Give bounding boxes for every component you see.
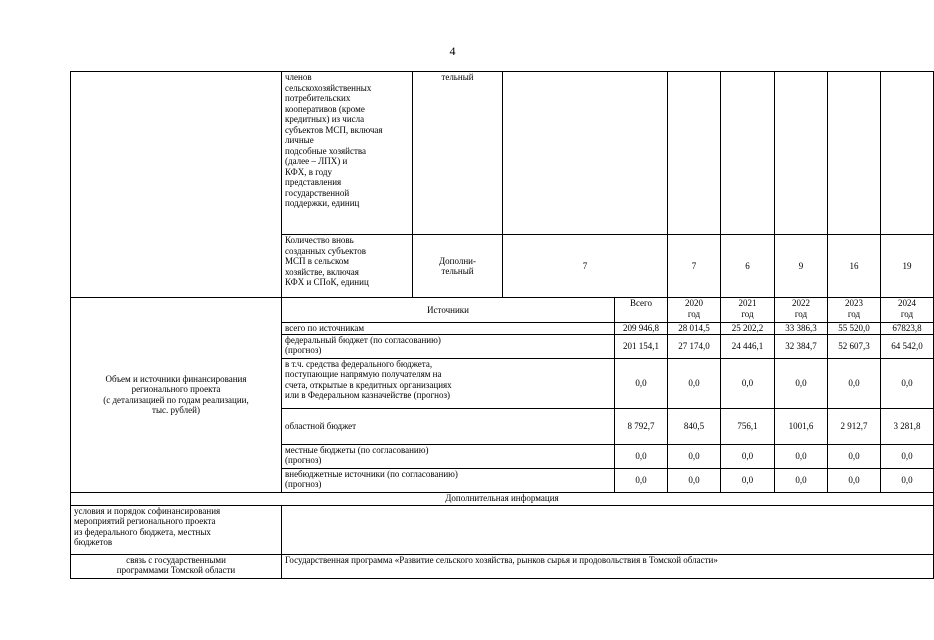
year-2022-header: 2022 год <box>775 298 828 323</box>
finance-value: 0,0 <box>721 444 775 468</box>
additional-info-header-row <box>71 492 934 505</box>
finance-value: 0,0 <box>668 468 721 492</box>
indicator-2-text: Количество вновь созданных субъектов МСП в сельском хозяйстве, включая КФХ и СПоК, единиц <box>282 235 413 298</box>
year-2023-header: 2023 год <box>828 298 881 323</box>
finance-value: 0,0 <box>668 358 721 408</box>
finance-value: 0,0 <box>615 444 668 468</box>
finance-label: Объем и источники финансирования регионального проекта (с детализацией по годам реализации, тыс. рублей) <box>71 298 282 493</box>
finance-value: 52 607,3 <box>828 334 881 358</box>
indicator-2-base: 7 <box>503 235 668 298</box>
finance-value: 0,0 <box>828 358 881 408</box>
empty-label-cell <box>71 72 282 298</box>
finance-value: 0,0 <box>615 468 668 492</box>
finance-value: 25 202,2 <box>721 323 775 335</box>
finance-value: 840,5 <box>668 408 721 444</box>
cofinancing-row <box>71 505 934 554</box>
finance-value: 1001,6 <box>775 408 828 444</box>
finance-value: 0,0 <box>775 444 828 468</box>
indicator-2-2023: 16 <box>828 235 881 298</box>
finance-source-name: в т.ч. средства федерального бюджета, поступающие напрямую получателям на счета, открытые в кредитных организациях или в Федеральном казначействе (прогноз) <box>282 358 615 408</box>
finance-value: 209 946,8 <box>615 323 668 335</box>
finance-value: 0,0 <box>828 444 881 468</box>
program-link-row <box>71 554 934 578</box>
finance-value: 24 446,1 <box>721 334 775 358</box>
finance-value: 33 386,3 <box>775 323 828 335</box>
finance-value: 3 281,8 <box>881 408 934 444</box>
year-2021-header: 2021 год <box>721 298 775 323</box>
finance-value: 2 912,7 <box>828 408 881 444</box>
indicator-2-type: Дополни- тельный <box>413 235 503 298</box>
finance-value: 64 542,0 <box>881 334 934 358</box>
finance-value: 0,0 <box>881 468 934 492</box>
project-passport-table <box>70 71 934 579</box>
program-link-label: связь с государственными программами Томской области <box>71 554 282 578</box>
indicator-1-text: членов сельскохозяйственных потребительских кооперативов (кроме кредитных) из числа субъектов МСП, включая личные подсобные хозяйства (далее – ЛПХ) и КФХ, в году представления государственной поддержки, единиц <box>282 72 413 235</box>
finance-value: 0,0 <box>721 358 775 408</box>
finance-value: 756,1 <box>721 408 775 444</box>
page-number: 4 <box>449 44 456 58</box>
finance-value: 0,0 <box>881 358 934 408</box>
sources-header: Источники <box>282 298 615 323</box>
indicator-2-2020: 7 <box>668 235 721 298</box>
finance-value: 0,0 <box>775 358 828 408</box>
additional-info-header: Дополнительная информация <box>71 492 934 505</box>
finance-value: 32 384,7 <box>775 334 828 358</box>
finance-value: 0,0 <box>721 468 775 492</box>
finance-value: 0,0 <box>668 444 721 468</box>
year-2020-header: 2020 год <box>668 298 721 323</box>
finance-header-row <box>71 298 934 323</box>
finance-value: 0,0 <box>881 444 934 468</box>
indicator-2-2021: 6 <box>721 235 775 298</box>
indicator-row-1 <box>71 72 934 235</box>
finance-value: 0,0 <box>828 468 881 492</box>
finance-source-name: всего по источникам <box>282 323 615 335</box>
cofinancing-label: условия и порядок софинансирования мероприятий регионального проекта из федерального бюджета, местных бюджетов <box>71 505 282 554</box>
finance-value: 201 154,1 <box>615 334 668 358</box>
finance-source-name: областной бюджет <box>282 408 615 444</box>
finance-source-name: внебюджетные источники (по согласованию) (прогноз) <box>282 468 615 492</box>
finance-value: 8 792,7 <box>615 408 668 444</box>
cofinancing-value <box>282 505 934 554</box>
finance-value: 67823,8 <box>881 323 934 335</box>
finance-value: 27 174,0 <box>668 334 721 358</box>
year-2024-header: 2024 год <box>881 298 934 323</box>
finance-value: 28 014,5 <box>668 323 721 335</box>
indicator-2-2022: 9 <box>775 235 828 298</box>
total-header: Всего <box>615 298 668 323</box>
finance-value: 0,0 <box>615 358 668 408</box>
finance-value: 0,0 <box>775 468 828 492</box>
finance-source-name: местные бюджеты (по согласованию) (прогноз) <box>282 444 615 468</box>
indicator-2-2024: 19 <box>881 235 934 298</box>
indicator-1-type: тельный <box>413 72 503 235</box>
finance-source-name: федеральный бюджет (по согласованию) (прогноз) <box>282 334 615 358</box>
program-link-value: Государственная программа «Развитие сельского хозяйства, рынков сырья и продовольствия в Томской области» <box>282 554 934 578</box>
finance-value: 55 520,0 <box>828 323 881 335</box>
